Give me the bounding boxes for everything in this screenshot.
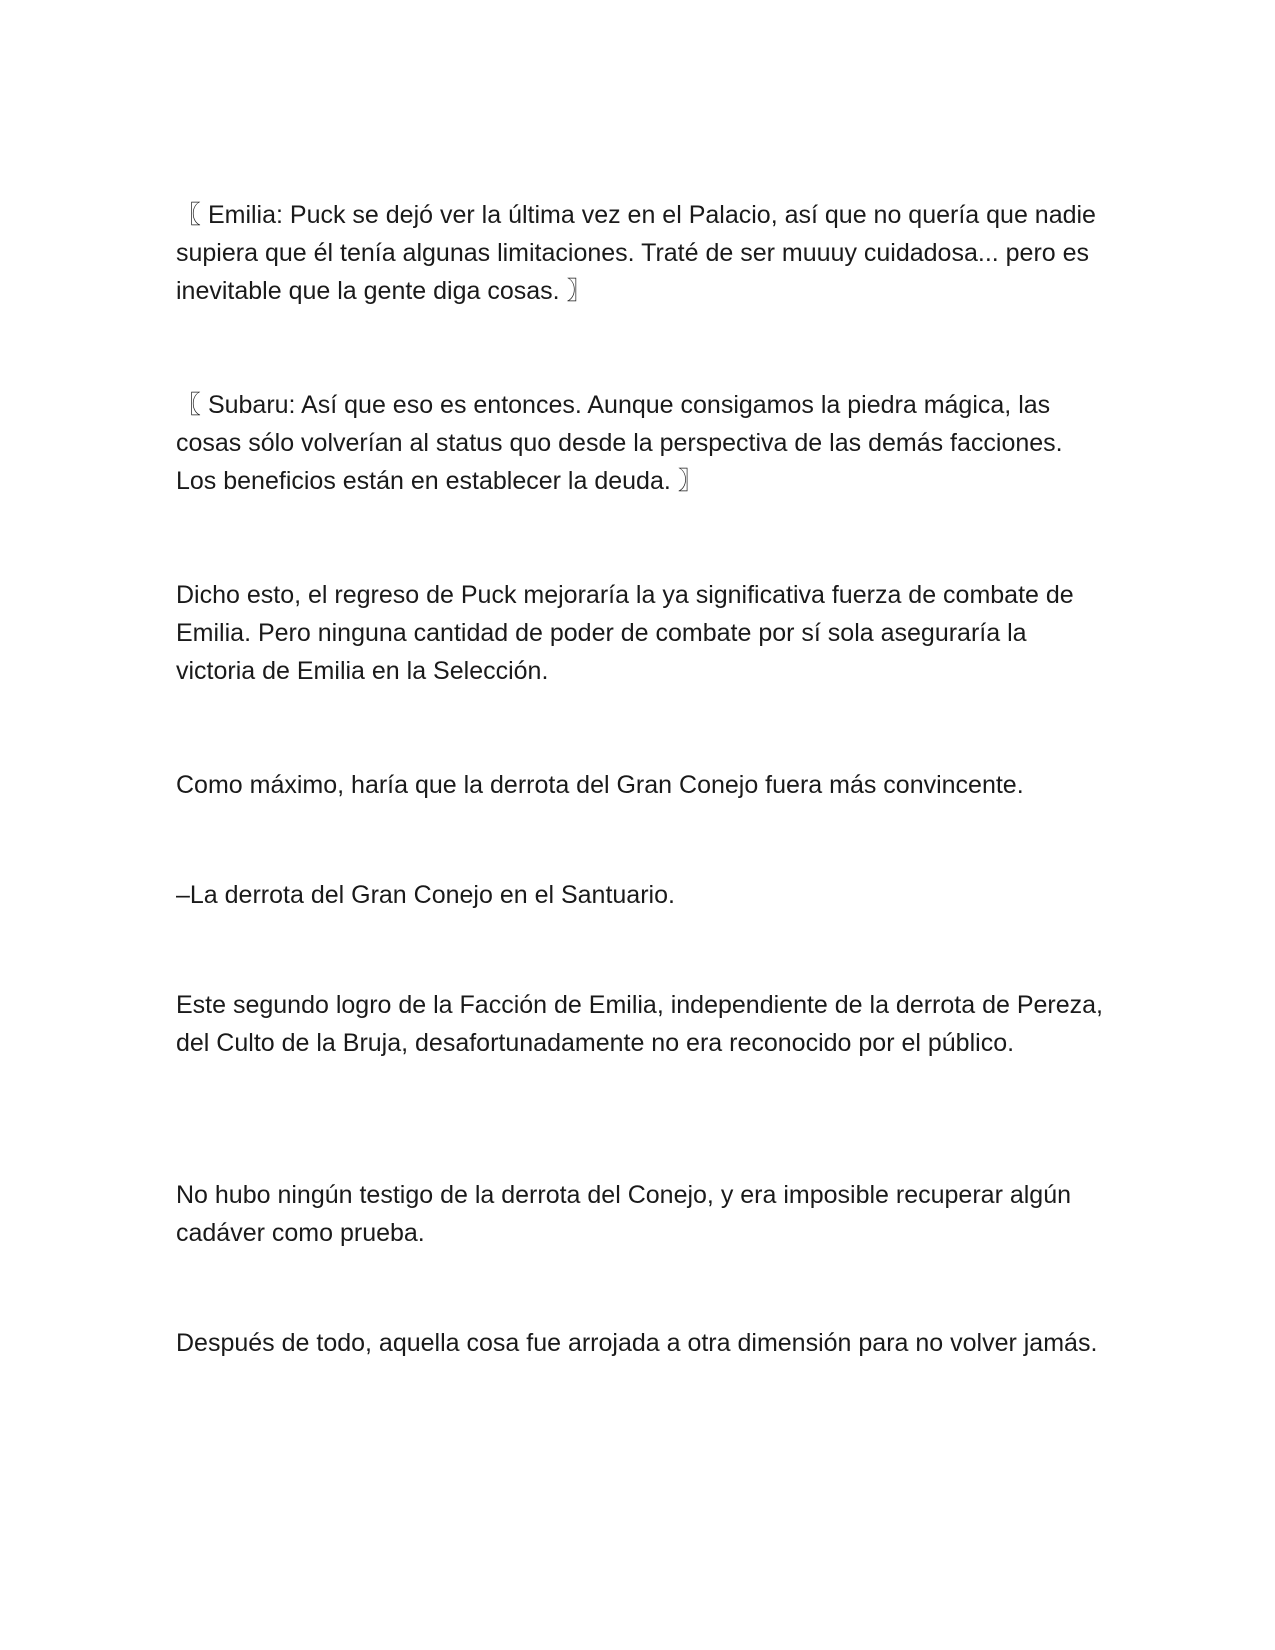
paragraph-no-witness: No hubo ningún testigo de la derrota del Conejo, y era imposible recuperar algún cadáver como prueba.	[176, 1181, 1072, 1247]
paragraph-great-rabbit: Como máximo, haría que la derrota del Gran Conejo fuera más convincente.	[176, 771, 1024, 799]
paragraph-subaru-dialogue: 〖 Subaru: Así que eso es entonces. Aunque consigamos la piedra mágica, las cosas sólo volverían al status quo desde la perspectiva de las demás facciones. Los beneficios están en establecer la deuda. 〗	[176, 391, 1063, 495]
paragraph-puck-return: Dicho esto, el regreso de Puck mejoraría la ya significativa fuerza de combate de Emilia. Pero ninguna cantidad de poder de combate por sí sola aseguraría la victoria de Emilia en la Selección.	[176, 581, 1074, 685]
paragraph-other-dimension: Después de todo, aquella cosa fue arrojada a otra dimensión para no volver jamás.	[176, 1329, 1098, 1357]
paragraph-sanctuary: –La derrota del Gran Conejo en el Santuario.	[176, 881, 675, 909]
paragraph-second-achievement: Este segundo logro de la Facción de Emilia, independiente de la derrota de Pereza, del Culto de la Bruja, desafortunadamente no era reconocido por el público.	[176, 991, 1103, 1057]
paragraph-emilia-dialogue: 〖 Emilia: Puck se dejó ver la última vez en el Palacio, así que no quería que nadie supiera que él tenía algunas limitaciones. Traté de ser muuuy cuidadosa... pero es inevitable que la gente diga cosas. 〗	[176, 201, 1096, 305]
